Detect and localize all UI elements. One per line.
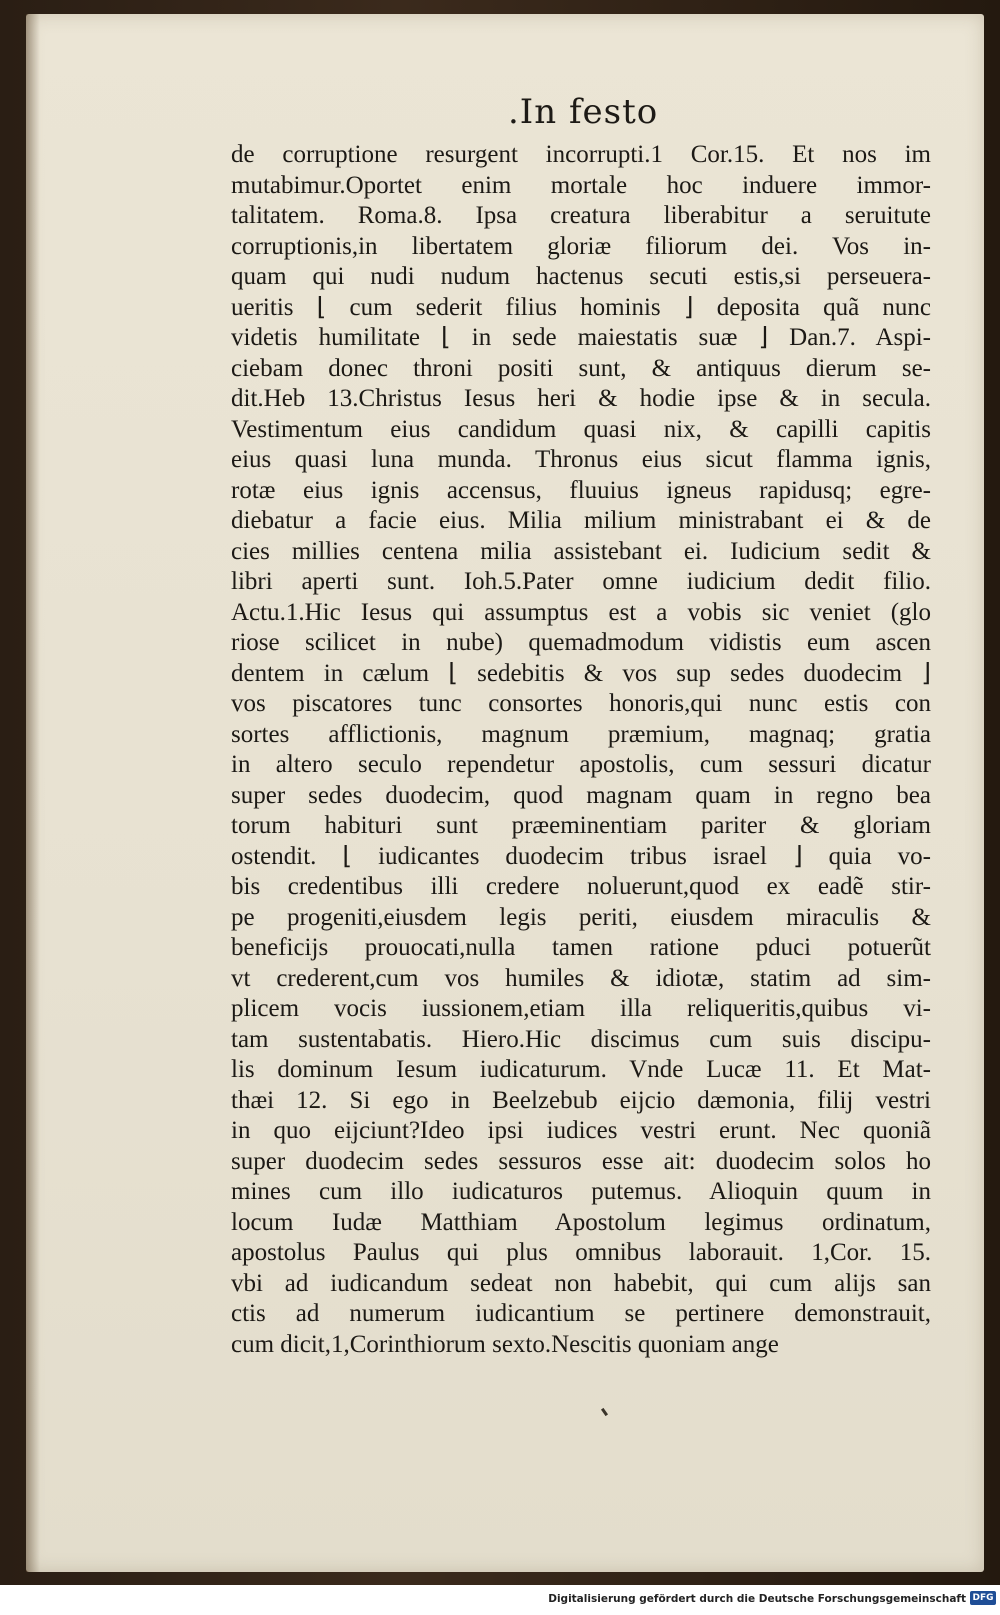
footer-bar	[0, 1585, 1000, 1615]
text-line: vos piscatores tunc consortes honoris,qui nunc estis con	[231, 690, 931, 717]
text-line: cies millies centena milia assistebant ei. Iudicium sedit &	[231, 537, 931, 565]
text-line: vbi ad iudicandum sedeat non habebit, qui cum alijs san	[231, 1269, 931, 1297]
text-line: riose scilicet in nube) quemadmodum vidistis eum ascen	[231, 629, 931, 656]
text-line: de corruptione resurgent incorrupti.1 Cor.15. Et nos im	[231, 141, 931, 168]
text-line: torum habituri sunt præeminentiam pariter & gloriam	[231, 812, 931, 839]
text-line: videtis humilitate ⌊ in sede maiestatis suæ ⌋ Dan.7. Aspi-	[231, 324, 931, 351]
text-line: ueritis ⌊ cum sederit filius hominis ⌋ deposita quã nunc	[231, 293, 931, 321]
text-line: pe progeniti,eiusdem legis periti, eiusdem miraculis &	[231, 903, 931, 931]
text-line: mutabimur.Oportet enim mortale hoc induere immor-	[231, 171, 931, 199]
text-line: vt crederent,cum vos humiles & idiotæ, statim ad sim-	[231, 964, 931, 992]
text-line: dit.Heb 13.Christus Iesus heri & hodie ipse & in secula.	[231, 385, 931, 412]
dfg-logo: DFG	[970, 1591, 996, 1605]
text-line: Vestimentum eius candidum quasi nix, & capilli capitis	[231, 415, 931, 443]
text-line: Actu.1.Hic Iesus qui assumptus est a vobis sic veniet (glo	[231, 598, 931, 626]
text-line: locum Iudæ Matthiam Apostolum legimus ordinatum,	[231, 1208, 931, 1236]
text-line: diebatur a facie eius. Milia milium ministrabant ei & de	[231, 507, 931, 534]
text-line: lis dominum Iesum iudicaturum. Vnde Lucæ 11. Et Mat-	[231, 1056, 931, 1083]
text-line: eius quasi luna munda. Thronus eius sicut flamma ignis,	[231, 446, 931, 473]
text-line: dentem in cælum ⌊ sedebitis & vos sup sedes duodecim ⌋	[231, 659, 931, 687]
text-line: super duodecim sedes sessuros esse ait: duodecim solos ho	[231, 1147, 931, 1175]
text-line: super sedes duodecim, quod magnam quam in regno bea	[231, 781, 931, 809]
text-line: corruptionis,in libertatem gloriæ filiorum dei. Vos in-	[231, 232, 931, 260]
text-line: in quo eijciunt?Ideo ipsi iudices vestri erunt. Nec quoniã	[231, 1117, 931, 1144]
text-line: ciebam donec throni positi sunt, & antiquus dierum se-	[231, 354, 931, 382]
text-line: cum dicit,1,Corinthiorum sexto.Nescitis quoniam ange	[231, 1330, 779, 1358]
text-line: bis credentibus illi credere noluerunt,quod ex eadẽ stir-	[231, 873, 931, 900]
text-line: in altero seculo rependetur apostolis, cum sessuri dicatur	[231, 751, 931, 778]
text-line: mines cum illo iudicaturos putemus. Alioquin quum in	[231, 1178, 931, 1205]
text-line: apostolus Paulus qui plus omnibus laborauit. 1,Cor. 15.	[231, 1239, 931, 1266]
text-line: plicem vocis iussionem,etiam illa reliqueritis,quibus vi-	[231, 995, 931, 1022]
gutter-shadow	[26, 14, 40, 1572]
text-line: ostendit. ⌊ iudicantes duodecim tribus israel ⌋ quia vo-	[231, 842, 931, 870]
body-text	[231, 140, 931, 1360]
running-head: .In festo	[508, 92, 659, 132]
footer-credit: Digitalisierung gefördert durch die Deutsche Forschungsgemeinschaft	[548, 1593, 966, 1605]
text-line: ctis ad numerum iudicantium se pertinere demonstrauit,	[231, 1300, 931, 1327]
text-line: quam qui nudi nudum hactenus secuti estis,si perseuera-	[231, 263, 931, 290]
text-line: tam sustentabatis. Hiero.Hic discimus cum suis discipu-	[231, 1025, 931, 1053]
text-line: sortes afflictionis, magnum præmium, magnaq; gratia	[231, 720, 931, 748]
text-line: rotæ eius ignis accensus, fluuius igneus rapidusq; egre-	[231, 476, 931, 504]
text-line: thæi 12. Si ego in Beelzebub eijcio dæmonia, filij vestri	[231, 1086, 931, 1114]
text-line: beneficijs prouocati,nulla tamen ratione pduci potuerũt	[231, 934, 931, 961]
text-line: talitatem. Roma.8. Ipsa creatura liberabitur a seruitute	[231, 202, 931, 229]
text-line: libri aperti sunt. Ioh.5.Pater omne iudicium dedit filio.	[231, 568, 931, 595]
